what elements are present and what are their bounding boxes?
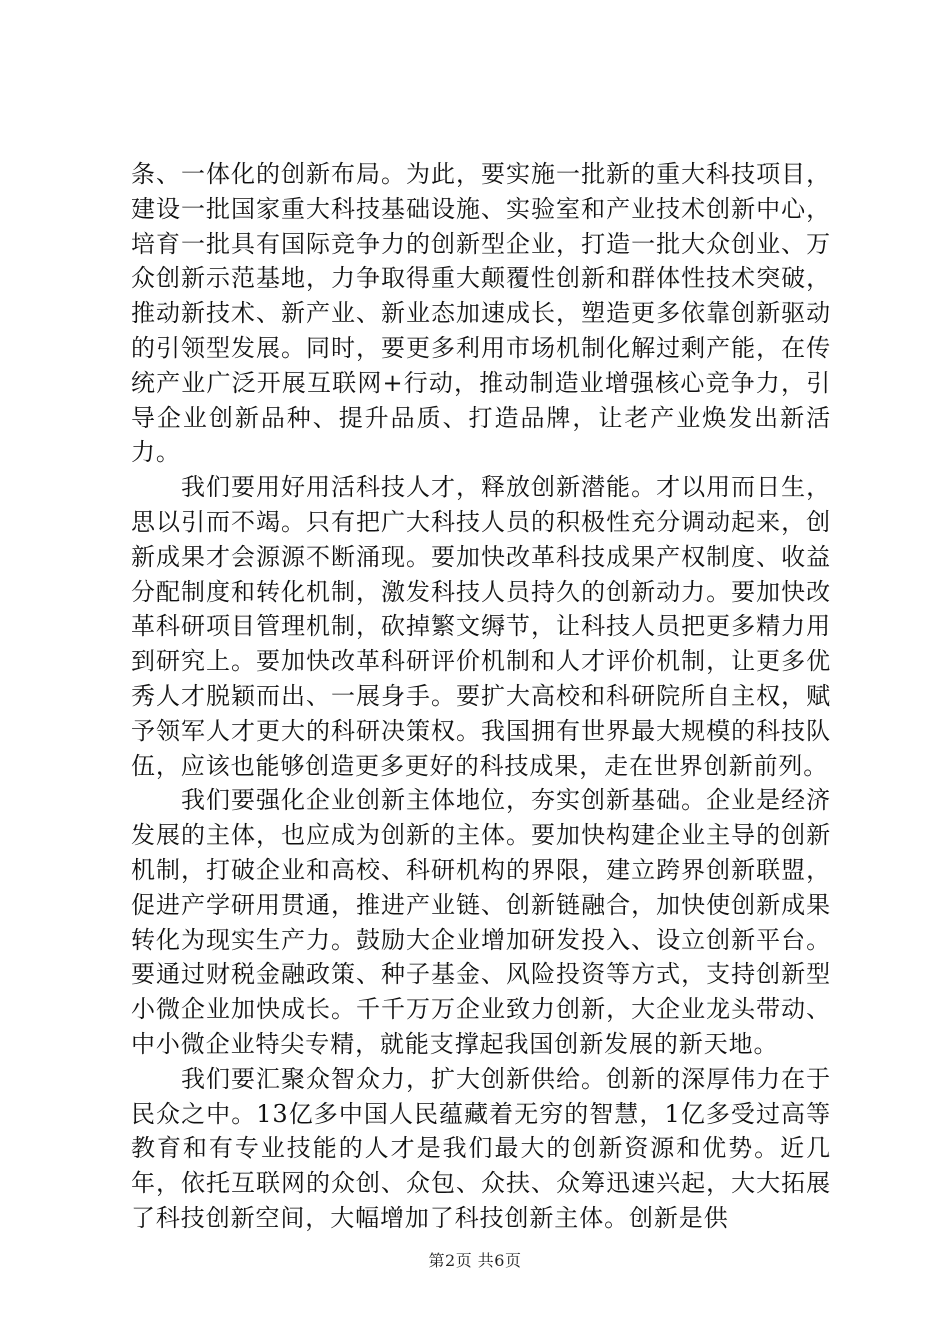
paragraph: 条、一体化的创新布局。为此，要实施一批新的重大科技项目，建设一批国家重大科技基础设施、实验室和产业技术创新中心，培育一批具有国际竞争力的创新型企业，打造一批大众创业、万众创新示范基地，力争取得重大颠覆性创新和群体性技术突破，推动新技术、新产业、新业态加速成长，塑造更多依靠创新驱动的引领型发展。同时，要更多利用市场机制化解过剩产能，在传统产业广泛开展互联网+行动，推动制造业增强核心竞争力，引导企业创新品种、提升品质、打造品牌，让老产业焕发出新活力。 [131,160,831,467]
page-footer [0,1248,950,1271]
paragraph: 我们要强化企业创新主体地位，夯实创新基础。企业是经济发展的主体，也应成为创新的主体。要加快构建企业主导的创新机制，打破企业和高校、科研机构的界限，建立跨界创新联盟，促进产学研用贯通，推进产业链、创新链融合，加快使创新成果转化为现实生产力。鼓励大企业增加研发投入、设立创新平台。要通过财税金融政策、种子基金、风险投资等方式，支持创新型小微企业加快成长。千千万万企业致力创新，大企业龙头带动、中小微企业特尖专精，就能支撑起我国创新发展的新天地。 [131,786,831,1058]
paragraph: 我们要用好用活科技人才，释放创新潜能。才以用而日生，思以引而不竭。只有把广大科技人员的积极性充分调动起来，创新成果才会源源不断涌现。要加快改革科技成果产权制度、收益分配制度和转化机制，激发科技人员持久的创新动力。要加快改革科研项目管理机制，砍掉繁文缛节，让科技人员把更多精力用到研究上。要加快改革科研评价机制和人才评价机制，让更多优秀人才脱颖而出、一展身手。要扩大高校和科研院所自主权，赋予领军人才更大的科研决策权。我国拥有世界最大规模的科技队伍，应该也能够创造更多更好的科技成果，走在世界创新前列。 [131,473,831,780]
document-body [131,157,831,1236]
page-number: 第2页 共6页 [428,1251,522,1270]
paragraph: 我们要汇聚众智众力，扩大创新供给。创新的深厚伟力在于民众之中。13亿多中国人民蕴藏着无穷的智慧，1亿多受过高等教育和有专业技能的人才是我们最大的创新资源和优势。近几年，依托互联网的众创、众包、众扶、众筹迅速兴起，大大拓展了科技创新空间，大幅增加了科技创新主体。创新是供 [131,1064,831,1232]
